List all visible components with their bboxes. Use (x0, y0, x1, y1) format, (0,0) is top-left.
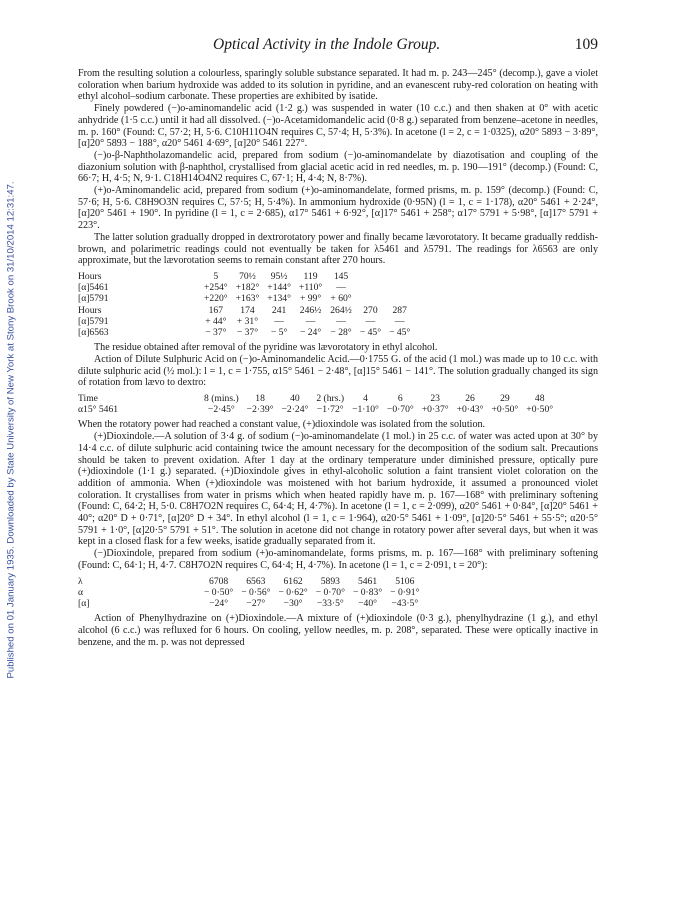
table-cell: −24° (209, 597, 229, 609)
table-cell: + 60° (330, 293, 352, 305)
paragraph: (−)o-β-Naphtholazomandelic acid, prepared from sodium (−)o-aminomandelate by diazotisation and coupling of the diazonium solution with β-naphthol, crystallised from glacial acetic acid in red needles, m. p. 190—191° (decomp.) (Found: C, 66·7; H, 4·5; N, 9·1. C18H14O4N2 requires C, 67·1; H, 4·4; N, 8·7%). (78, 149, 598, 185)
paragraph: (+)o-Aminomandelic acid, prepared from sodium (+)o-aminomandelate, formed prisms, m. p. 159° (decomp.) (Found: C, 57·6; H, 5·6. C8H9O3N requires C, 57·5; H, 5·4%). In ammonium hydroxide (0·95N) (l = 1, c = 1·178), α20° 5461 + 2·24°, [α]20° 5461 + 190°. In pyridine (l = 1, c = 2·685), α17° 5461 + 6·92°, [α]17° 5461 + 258°; α17° 5791 + 5·98°, [α]17° 5791 + 223°. (78, 185, 598, 232)
table-cell: − 5° (270, 326, 288, 338)
table-cell: −43·5° (391, 597, 419, 609)
table-cell: — (274, 315, 284, 327)
table-cell: 48 (534, 392, 545, 404)
table-cell: +0·37° (421, 404, 449, 416)
table-cell: − 0·50° (204, 586, 234, 598)
table-cell (385, 293, 414, 304)
table-cell: +0·43° (456, 404, 484, 416)
table-cell: − 24° (299, 326, 322, 338)
table-cell: — (394, 315, 405, 327)
table-cell: +163° (235, 293, 260, 305)
table-cell (385, 282, 414, 293)
table-cell: 167 (208, 304, 224, 316)
paragraph: Action of Phenylhydrazine on (+)Dioxindole.—A mixture of (+)dioxindole (0·3 g.), phenylhydrazine (1 g.), and ethyl alcohol (6 c.c.) was refluxed for 6 hours. On cooling, yellow needles, m. p. 208°, separated. These were optically inactive in benzene, and the m. p. was not depressed (78, 613, 598, 648)
table-row (78, 293, 414, 304)
table-cell: − 0·62° (278, 586, 308, 598)
paragraph: Finely powdered (−)o-aminomandelic acid (1·2 g.) was suspended in water (10 c.c.) and then shaken at 0° with acetic anhydride (1·5 c.c.) until it had all dissolved. (−)o-Acetamidomandelic acid (0·8 g.) separated from benzene–acetone in needles, m. p. 160° (Found: C, 57·2; H, 5·6. C10H11O4N requires C, 57·4; H, 5·3%). In acetone (l = 2, c = 1·0325), α20° 5893 − 3·89°, [α]20° 5893 − 188°, α20° 5461 4·69°, [α]20° 5461 227°. (78, 103, 598, 150)
table-cell: 29 (500, 392, 510, 404)
table-cell: 2 (hrs.) (316, 392, 345, 404)
table-cell: 241 (271, 304, 287, 316)
download-sidebar (0, 0, 22, 915)
table-cell: — (336, 282, 346, 294)
table-row (78, 393, 557, 404)
table-row (78, 282, 414, 293)
table-cell: − 45° (389, 326, 411, 338)
row-label: [α] (78, 597, 90, 609)
row-label: α (78, 586, 84, 598)
table-cell: 264½ (330, 304, 352, 316)
table-cell: 5461 (357, 575, 378, 587)
table-cell: +144° (267, 282, 291, 294)
table-cell: +220° (204, 293, 228, 305)
row-label: Hours (78, 304, 102, 316)
table-row (78, 327, 414, 338)
table-row (78, 271, 414, 282)
table-cell: − 0·70° (315, 586, 345, 598)
page-number: 109 (574, 36, 598, 53)
table-cell: 6 (397, 392, 403, 404)
table-cell: + 99° (299, 293, 322, 305)
table-cell: −0·70° (386, 404, 414, 416)
table-row (78, 316, 414, 327)
table-cell: 4 (363, 392, 368, 404)
table-row (78, 576, 423, 587)
table-cell: −1·10° (352, 404, 379, 416)
table-row (78, 404, 557, 415)
row-label: Hours (78, 270, 102, 282)
row-label: [α]5791 (78, 293, 109, 305)
table-cell: − 45° (359, 326, 382, 338)
row-label: Time (78, 392, 98, 404)
table-cell: 119 (303, 270, 318, 282)
table-cell (356, 282, 385, 293)
rotation-table-pyridine (78, 271, 414, 338)
table-cell: — (336, 315, 346, 327)
paragraph: From the resulting solution a colourless, sparingly soluble substance separated. It had m. p. 243—245° (decomp.), gave a violet coloration when barium hydroxide was added to its solution in pyridine, and an evanescent ruby-red coloration on heating with ethyl alcohol–sodium carbonate. These properties are exhibited by isatide. (78, 68, 598, 103)
table-row (78, 598, 423, 609)
table-cell: +0·50° (491, 404, 519, 416)
table-cell: 26 (465, 392, 475, 404)
article-body (78, 68, 598, 648)
paragraph: The residue obtained after removal of the pyridine was lævorotatory in ethyl alcohol. (94, 342, 438, 354)
paragraph: When the rotatory power had reached a constant value, (+)dioxindole was isolated from the solution. (78, 419, 486, 431)
table-cell: 23 (430, 392, 440, 404)
table-cell: −2·24° (281, 404, 309, 416)
table-cell: − 0·56° (241, 586, 271, 598)
table-cell (356, 293, 385, 304)
table-cell: 246½ (299, 304, 322, 316)
table-cell: + 31° (236, 315, 259, 327)
row-label: [α]6563 (78, 326, 109, 338)
table-cell: — (365, 315, 376, 327)
page-header (78, 36, 598, 56)
table-cell: 18 (255, 392, 265, 404)
table-cell: −30° (283, 597, 303, 609)
table-cell: 40 (290, 392, 300, 404)
running-title: Optical Activity in the Indole Group. (213, 36, 441, 53)
table-cell: −40° (358, 597, 377, 609)
table-cell: 145 (333, 270, 349, 282)
table-cell: 5106 (395, 575, 415, 587)
table-cell: 6162 (283, 575, 303, 587)
table-cell: −1·72° (316, 404, 344, 416)
paragraph: (−)Dioxindole, prepared from sodium (+)o-aminomandelate, forms prisms, m. p. 167—168° with preliminary softening (Found: C, 64·1; H, 4·7. C8H7O2N requires C, 64·4; H, 4·7%). In acetone (l = 1, c = 2·091, t = 20°): (78, 548, 598, 571)
table-cell: 70½ (239, 270, 256, 282)
table-cell: − 37° (236, 326, 259, 338)
table-row (78, 305, 414, 316)
paragraph: (+)Dioxindole.—A solution of 3·4 g. of sodium (−)o-aminomandelate (1 mol.) in 25 c.c. of water was acted upon at 30° by 14·4 c.c. of dilute sulphuric acid containing twice the amount necessary for the decomposition of the sodium salt. Precautions should be taken to prevent oxidation. After 1 day at the ordinary temperature under diminished pressure, optically pure (+)dioxindole (1·1 g.) separated. (+)Dioxindole gives in ethyl-alcoholic solution a faint transient violet coloration on the addition of ammonia. When (+)dioxindole was moistened with hot barium hydroxide, it assumed a pronounced violet coloration. It crystallises from water in prisms which when heated rapidly have m. p. 167—168° with preliminary softening (Found: C, 64·2; H, 5·0. C8H7O2N requires C, 64·4; H, 4·7%). In acetone (l = 1, c = 2·099), α20° 5461 + 0·84°, [α]20° 5461 + 40°; α20° D + 0·71°, [α]20° D + 34°. In ethyl alcohol (l = 1, c = 1·964), α20·5° 5461 + 1·09°, [α]20·5° 5461 + 55·5°; α20·5° 5791 + 1·0°, [α]20·5° 5791 + 51°. The solution in acetone did not change in rotatory power after several days, but when it was kept in a closed flask for a few weeks, isatide gradually separated from it. (78, 431, 598, 548)
rotation-table-sulphuric (78, 393, 557, 415)
table-cell: − 28° (330, 326, 352, 338)
table-cell: 5 (213, 270, 219, 282)
table-cell: + 44° (205, 315, 227, 327)
table-cell: −33·5° (316, 597, 344, 609)
table-cell: −27° (246, 597, 266, 609)
table-cell: — (305, 315, 316, 327)
paragraph: Action of Dilute Sulphuric Acid on (−)o-Aminomandelic Acid.—0·1755 G. of the acid (1 mol.) was made up to 10 c.c. with dilute sulphuric acid (½ mol.): l = 1, c = 1·755, α15° 5461 − 2·48°, [α]15° 5461 − 141°. The solution gradually changed its sign of rotation from lævo to dextro: (78, 353, 598, 389)
table-cell: − 0·91° (390, 586, 420, 598)
table-cell: 270 (363, 304, 378, 316)
paragraph: The latter solution gradually dropped in dextrorotatory power and finally became lævorotatory. It became gradually reddish-brown, and polarimetric readings could not eventually be taken for λ5461 and λ5791. The readings for λ6563 are only approximate, but the lævorotation seems to remain constant after 270 hours. (78, 231, 598, 267)
rotatory-dispersion-table (78, 576, 423, 610)
table-cell: +254° (204, 282, 228, 294)
row-label: λ (78, 575, 83, 587)
table-cell: 95½ (270, 270, 288, 282)
table-cell: +0·50° (526, 404, 554, 416)
row-label: [α]5461 (78, 282, 109, 294)
table-cell (385, 271, 414, 282)
table-cell: 174 (240, 304, 255, 316)
table-cell: −2·45° (207, 404, 235, 416)
download-notice: Published on 01 January 1935. Downloaded by State University of New York at Stony Brook on 31/10/2014 12:31:47. (5, 181, 17, 679)
table-cell: 8 (mins.) (204, 392, 239, 404)
table-cell: 287 (392, 304, 407, 316)
table-cell: 6563 (246, 575, 266, 587)
table-cell (356, 271, 385, 282)
row-label: [α]5791 (78, 315, 109, 327)
table-cell: +110° (298, 282, 323, 294)
table-cell: − 0·83° (352, 586, 383, 598)
table-cell: 6708 (209, 575, 229, 587)
table-cell: +182° (235, 282, 260, 294)
table-cell: +134° (267, 293, 291, 305)
table-cell: − 37° (205, 326, 227, 338)
table-cell: 5893 (320, 575, 340, 587)
table-row (78, 587, 423, 598)
table-cell: −2·39° (246, 404, 274, 416)
row-label: α15° 5461 (78, 404, 119, 416)
